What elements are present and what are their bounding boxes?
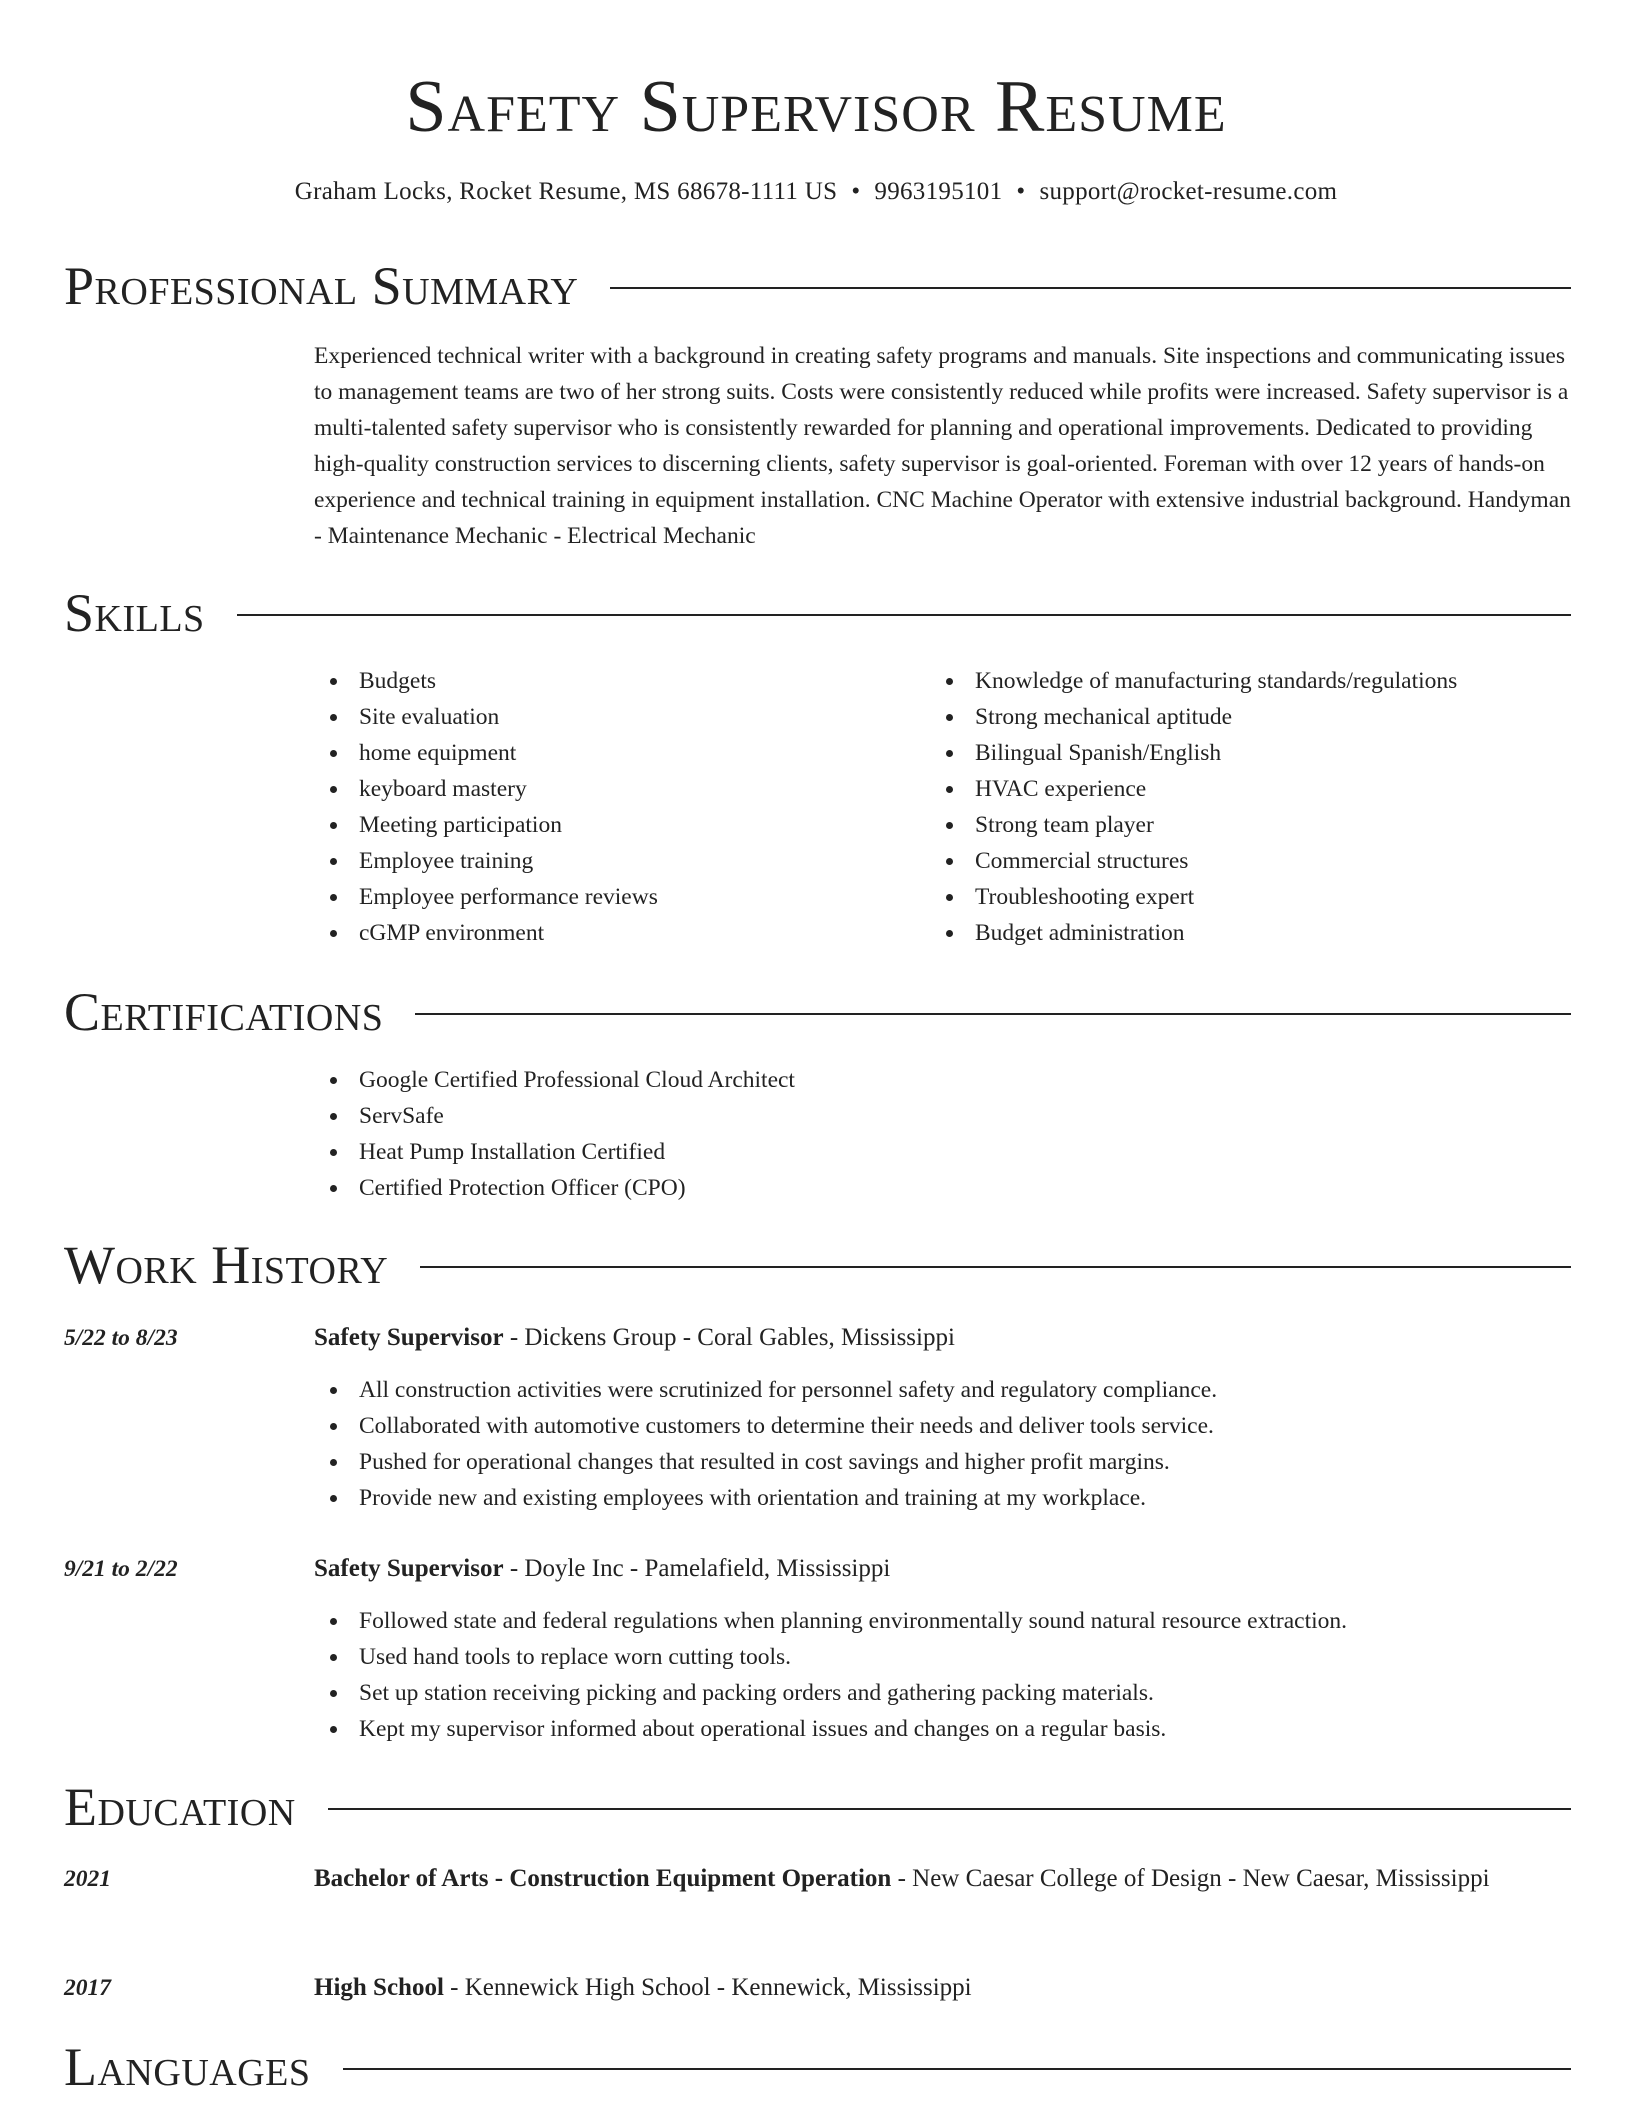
job-bullets — [314, 1603, 1571, 1747]
skill-item: keyboard mastery — [314, 771, 914, 807]
certification-item: Google Certified Professional Cloud Architect — [314, 1062, 1571, 1098]
job-bullet: Pushed for operational changes that resulted in cost savings and higher profit margins. — [314, 1444, 1571, 1480]
skills-heading: Skills — [64, 583, 205, 643]
job-bullets — [314, 1372, 1571, 1516]
job-title: Safety Supervisor — [314, 1324, 504, 1351]
contact-separator: • — [1016, 178, 1026, 205]
skills-list-right — [930, 663, 1580, 951]
skill-item: Strong mechanical aptitude — [930, 699, 1580, 735]
contact-line — [0, 175, 1632, 209]
education-entry — [314, 1968, 1571, 2008]
skill-item: Commercial structures — [930, 843, 1580, 879]
education-section-header — [64, 1774, 1571, 1840]
section-divider — [420, 1266, 1571, 1268]
work-heading: Work History — [64, 1235, 389, 1295]
skill-item: home equipment — [314, 735, 914, 771]
skill-item: Employee performance reviews — [314, 879, 914, 915]
skill-item: Employee training — [314, 843, 914, 879]
summary-section-header — [64, 253, 1571, 319]
certification-item: Certified Protection Officer (CPO) — [314, 1170, 1571, 1206]
contact-address: Graham Locks, Rocket Resume, MS 68678-1111 US — [294, 178, 838, 205]
job-title: Safety Supervisor — [314, 1555, 504, 1582]
languages-section-header — [64, 2034, 1571, 2100]
job-bullet: Set up station receiving picking and packing orders and gathering packing materials. — [314, 1675, 1571, 1711]
education-year: 2017 — [64, 1975, 111, 2001]
job-bullet: Provide new and existing employees with orientation and training at my workplace. — [314, 1480, 1571, 1516]
skill-item: cGMP environment — [314, 915, 914, 951]
contact-phone: 9963195101 — [874, 178, 1003, 205]
section-divider — [237, 614, 1571, 616]
job-details: - Dickens Group - Coral Gables, Mississippi — [503, 1324, 955, 1351]
job-dates: 5/22 to 8/23 — [64, 1325, 178, 1351]
certifications-list — [314, 1062, 1571, 1206]
skill-item: Strong team player — [930, 807, 1580, 843]
skill-item: Site evaluation — [314, 699, 914, 735]
contact-separator: • — [851, 178, 861, 205]
job-title-line — [314, 1318, 1571, 1358]
job-dates: 9/21 to 2/22 — [64, 1556, 178, 1582]
skills-list-left — [314, 663, 914, 951]
job-title-line — [314, 1549, 1571, 1589]
education-degree: High School — [314, 1974, 444, 2001]
page-title: Safety Supervisor Resume — [405, 66, 1227, 148]
skills-section-header — [64, 580, 1571, 646]
skill-item: Budget administration — [930, 915, 1580, 951]
job-bullet: Kept my supervisor informed about operational issues and changes on a regular basis. — [314, 1711, 1571, 1747]
job-bullet: Collaborated with automotive customers to determine their needs and deliver tools service. — [314, 1408, 1571, 1444]
section-divider — [343, 2068, 1572, 2070]
education-details: - New Caesar College of Design - New Caesar, Mississippi — [891, 1865, 1490, 1892]
skill-item: Bilingual Spanish/English — [930, 735, 1580, 771]
skill-item: Budgets — [314, 663, 914, 699]
skill-item: Knowledge of manufacturing standards/regulations — [930, 663, 1580, 699]
education-heading: Education — [64, 1777, 296, 1837]
job-details: - Doyle Inc - Pamelafield, Mississippi — [503, 1555, 891, 1582]
job-bullet: Followed state and federal regulations when planning environmentally sound natural resource extraction. — [314, 1603, 1571, 1639]
certifications-heading: Certifications — [64, 982, 384, 1042]
certifications-section-header — [64, 979, 1571, 1045]
education-details: - Kennewick High School - Kennewick, Mississippi — [443, 1974, 972, 2001]
work-section-header — [64, 1232, 1571, 1298]
languages-heading: Languages — [64, 2037, 311, 2097]
job-bullet: All construction activities were scrutinized for personnel safety and regulatory compliance. — [314, 1372, 1571, 1408]
skill-item: Troubleshooting expert — [930, 879, 1580, 915]
skill-item: Meeting participation — [314, 807, 914, 843]
section-divider — [328, 1808, 1571, 1810]
certification-item: Heat Pump Installation Certified — [314, 1134, 1571, 1170]
skill-item: HVAC experience — [930, 771, 1580, 807]
summary-heading: Professional Summary — [64, 256, 579, 316]
summary-text: Experienced technical writer with a background in creating safety programs and manuals. Site inspections and communicating issues to management teams are two of her strong suits. Costs were consistently reduced while profits were increased. Safety supervisor is a multi-talented safety supervisor who is consistently rewarded for planning and operational improvements. Dedicated to providing high-quality construction services to discerning clients, safety supervisor is goal-oriented. Foreman with over 12 years of hands-on experience and technical training in equipment installation. CNC Machine Operator with extensive industrial background. Handyman - Maintenance Mechanic - Electrical Mechanic — [314, 343, 1571, 549]
job-bullet: Used hand tools to replace worn cutting tools. — [314, 1639, 1571, 1675]
section-divider — [415, 1013, 1571, 1015]
contact-email: support@rocket-resume.com — [1039, 178, 1338, 205]
certification-item: ServSafe — [314, 1098, 1571, 1134]
section-divider — [610, 287, 1571, 289]
education-year: 2021 — [64, 1866, 111, 1892]
education-entry — [314, 1859, 1571, 1899]
education-degree: Bachelor of Arts - Construction Equipment Operation — [314, 1865, 892, 1892]
